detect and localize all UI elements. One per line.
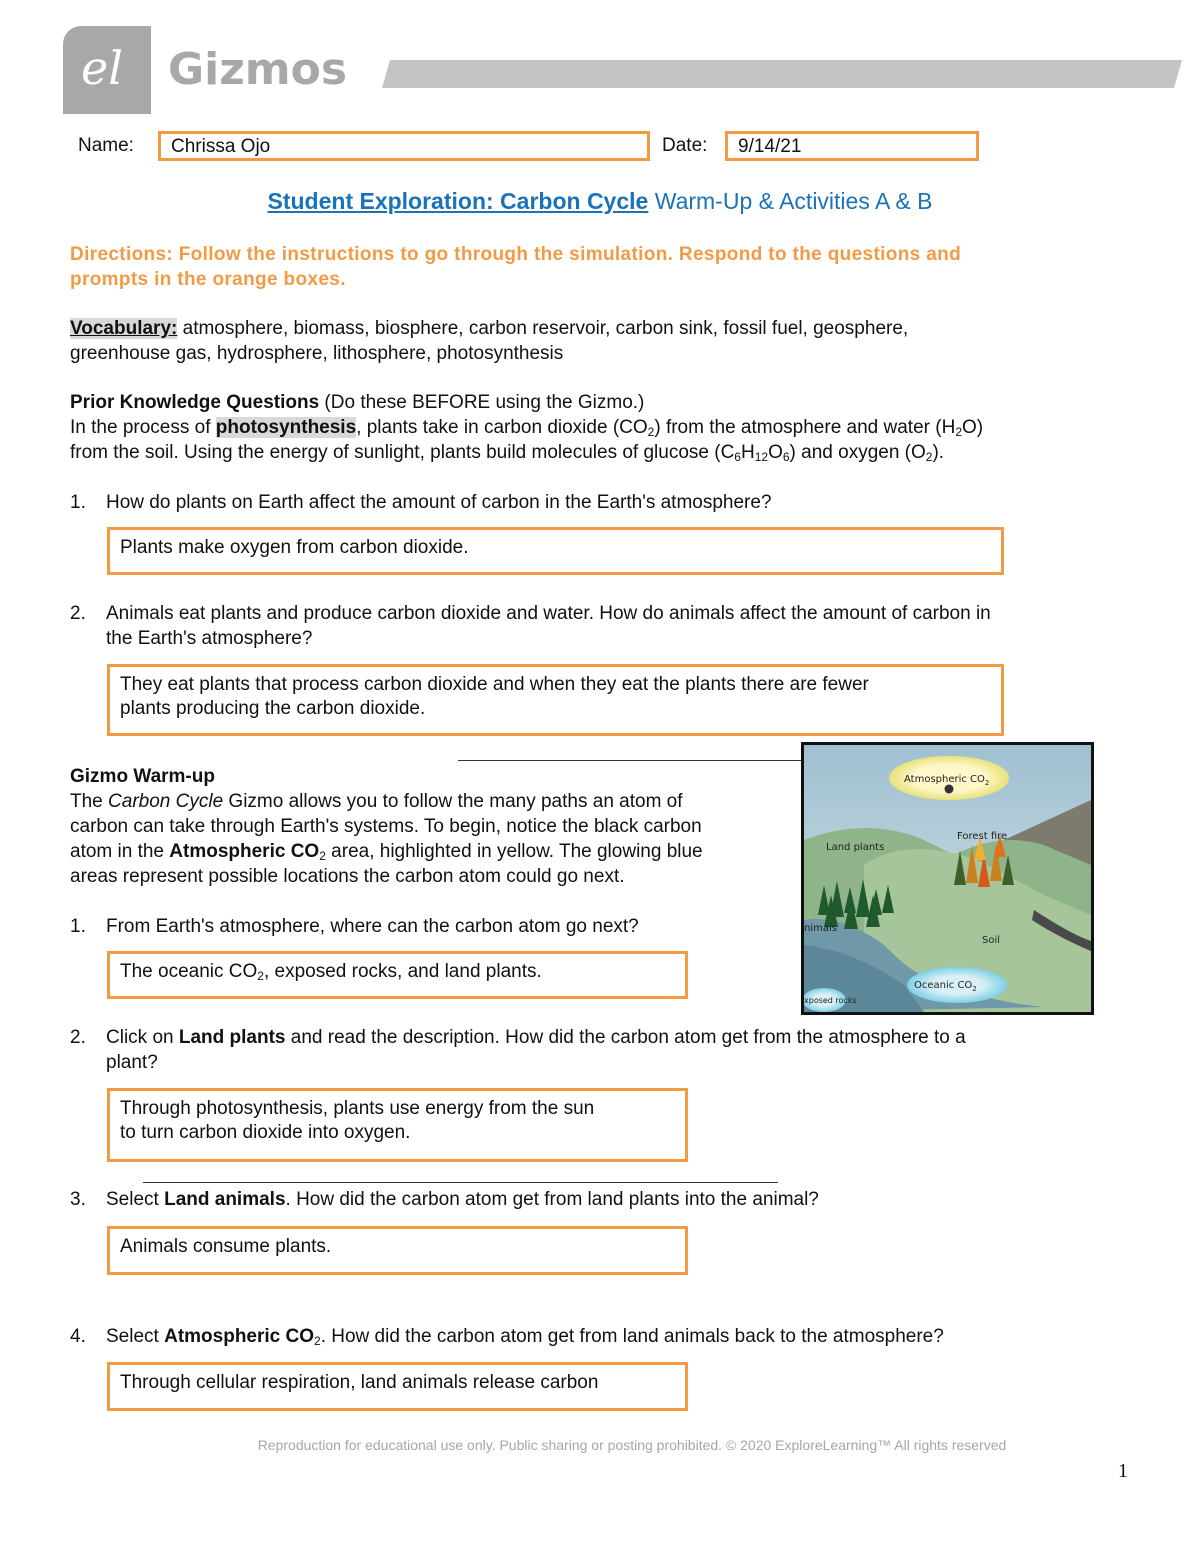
page-title bbox=[0, 186, 1200, 216]
prior-q1-answer: Plants make oxygen from carbon dioxide. bbox=[120, 537, 469, 558]
carbon-cycle-figure bbox=[801, 742, 1094, 1015]
warmup-q2-number: 2. bbox=[70, 1027, 86, 1048]
warmup-q4-text: Select Atmospheric $CO_2$. How did the carbon atom get from land animals back to the atmosphere? bbox=[106, 1326, 944, 1348]
directions-line-2: prompts in the orange boxes. bbox=[70, 269, 346, 290]
warmup-q2-line-1: Click on Land plants and read the description. How did the carbon atom get from the atmosphere to a bbox=[106, 1027, 966, 1048]
prior-q1-text: How do plants on Earth affect the amount of carbon in the Earth's atmosphere? bbox=[106, 492, 772, 513]
vocabulary-line-1 bbox=[70, 316, 908, 341]
date-field[interactable] bbox=[725, 131, 979, 161]
warmup-q3-number: 3. bbox=[70, 1189, 86, 1210]
footer-notice: Reproduction for educational use only. Public sharing or posting prohibited. © 2020 ExploreLearning™ All rights reserved bbox=[257, 1437, 1007, 1453]
warmup-q2-answer-line-2: to turn carbon dioxide into oxygen. bbox=[120, 1122, 411, 1143]
prior-q2-answer-line-2: plants producing the carbon dioxide. bbox=[120, 698, 426, 719]
vocabulary-line-2: greenhouse gas, hydrosphere, lithosphere, photosynthesis bbox=[70, 343, 564, 364]
prior-q1-answer-box[interactable] bbox=[107, 527, 1004, 575]
prior-q2-number: 2. bbox=[70, 603, 86, 624]
warmup-q1-answer-box[interactable] bbox=[107, 951, 688, 999]
name-label: Name: bbox=[78, 135, 134, 156]
warmup-q4-number: 4. bbox=[70, 1326, 86, 1347]
directions-line-1: Directions: Follow the instructions to go through the simulation. Respond to the questions and bbox=[70, 244, 962, 265]
warmup-q3-answer-box[interactable] bbox=[107, 1226, 688, 1275]
warmup-q2-answer-box[interactable] bbox=[107, 1088, 688, 1162]
prior-q2-line-1: Animals eat plants and produce carbon dioxide and water. How do animals affect the amount of carbon in bbox=[106, 603, 991, 624]
date-value: 9/14/21 bbox=[738, 136, 802, 157]
warmup-heading: Gizmo Warm-up bbox=[70, 766, 215, 787]
prior-q1-number: 1. bbox=[70, 492, 86, 513]
prior-q2-line-2: the Earth's atmosphere? bbox=[106, 628, 313, 649]
page-number: 1 bbox=[1118, 1460, 1128, 1482]
header bbox=[0, 0, 1200, 120]
prior-intro-line-2: from the soil. Using the energy of sunlight, plants build molecules of glucose $(C_6H_{12}O_6)$ and oxygen $(O_2)$. bbox=[70, 442, 945, 464]
warmup-q3-answer: Animals consume plants. bbox=[120, 1236, 332, 1257]
warmup-q4-answer-box[interactable] bbox=[107, 1362, 688, 1411]
warmup-q1-text: From Earth's atmosphere, where can the carbon atom go next? bbox=[106, 916, 639, 937]
fig-label-soil: Soil bbox=[982, 935, 1001, 946]
fig-label-atmospheric: Atmospheric $CO_2$ bbox=[904, 774, 990, 787]
date-label: Date: bbox=[662, 135, 708, 156]
name-field[interactable] bbox=[158, 131, 650, 161]
header-band bbox=[382, 60, 1182, 88]
fig-label-forest-fire: Forest fire bbox=[957, 831, 1008, 842]
warmup-q1-answer: The oceanic $CO_2$, exposed rocks, and land plants. bbox=[120, 961, 542, 983]
prior-q2-answer-line-1: They eat plants that process carbon dioxide and when they eat the plants there are fewer bbox=[120, 674, 869, 695]
vocabulary-label: Vocabulary: bbox=[70, 318, 178, 339]
divider-rule-1 bbox=[458, 760, 806, 761]
fig-label-oceanic: Oceanic $CO_2$ bbox=[914, 980, 977, 993]
warmup-para-line-2: carbon can take through Earth's systems. To begin, notice the black carbon bbox=[70, 816, 702, 837]
prior-knowledge-heading bbox=[70, 390, 644, 415]
title-main: Student Exploration: Carbon Cycle bbox=[267, 188, 649, 214]
divider-rule-2 bbox=[143, 1182, 778, 1183]
prior-intro-line-1: In the process of photosynthesis, plants take in carbon dioxide $(CO_2)$ from the atmosphere and water $(H_2O)$ bbox=[70, 417, 984, 439]
vocabulary-terms-1: atmosphere, biomass, biosphere, carbon reservoir, carbon sink, fossil fuel, geosphere, bbox=[177, 318, 909, 339]
warmup-q2-line-2: plant? bbox=[106, 1052, 158, 1073]
warmup-para-line-4: areas represent possible locations the carbon atom could go next. bbox=[70, 866, 625, 887]
fig-label-exposed-rocks: xposed rocks bbox=[804, 996, 857, 1005]
fig-label-land-plants: Land plants bbox=[826, 842, 885, 853]
fig-label-animals: nimals bbox=[804, 923, 837, 934]
gizmos-logo-text: Gizmos bbox=[168, 44, 348, 95]
gizmos-logo-mark bbox=[63, 26, 151, 114]
warmup-q3-text: Select Land animals. How did the carbon atom get from land plants into the animal? bbox=[106, 1189, 819, 1210]
warmup-q1-number: 1. bbox=[70, 916, 86, 937]
warmup-q2-answer-line-1: Through photosynthesis, plants use energy from the sun bbox=[120, 1098, 595, 1119]
prior-heading-text: Prior Knowledge Questions bbox=[70, 392, 320, 413]
warmup-para-line-1: The Carbon Cycle Gizmo allows you to follow the many paths an atom of bbox=[70, 791, 683, 812]
carbon-cycle-illustration bbox=[804, 745, 1091, 1012]
prior-q2-answer-box[interactable] bbox=[107, 664, 1004, 736]
logo-mark-text: el bbox=[81, 41, 123, 95]
warmup-q4-answer: Through cellular respiration, land animals release carbon bbox=[120, 1372, 599, 1393]
name-value: Chrissa Ojo bbox=[171, 136, 271, 157]
prior-heading-note: (Do these BEFORE using the Gizmo.) bbox=[319, 392, 645, 413]
warmup-para-line-3: atom in the Atmospheric $CO_2$ area, highlighted in yellow. The glowing blue bbox=[70, 841, 703, 863]
title-sub: Warm-Up & Activities A & B bbox=[648, 188, 933, 214]
photosynthesis-term: photosynthesis bbox=[215, 417, 357, 438]
